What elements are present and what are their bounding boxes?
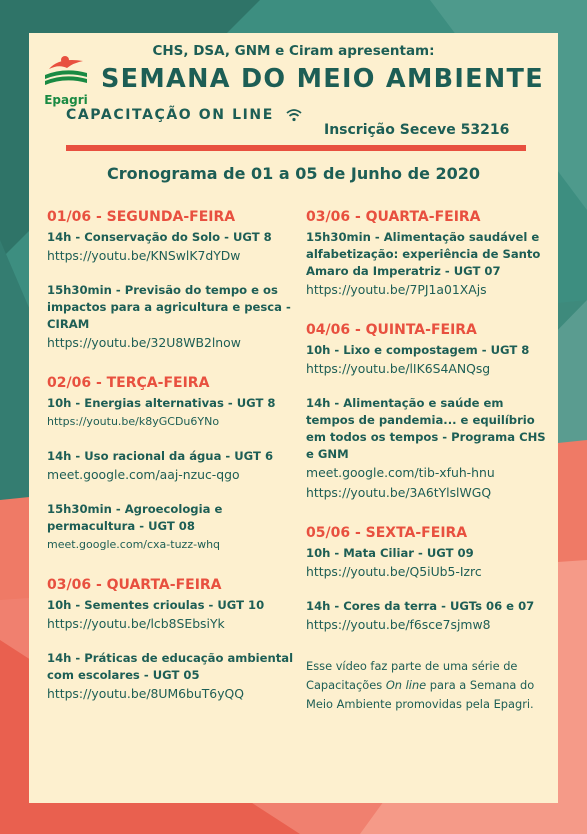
session-title: 14h - Conservação do Solo - UGT 8: [47, 230, 272, 244]
divider-bar: [66, 145, 526, 151]
registration-code: Inscrição Seceve 53216: [324, 122, 510, 138]
schedule-title: Cronograma de 01 a 05 de Junho de 2020: [106, 164, 481, 183]
session-title: 14h - Práticas de educação ambiental com escolares - UGT 05: [47, 651, 294, 682]
session-title: 10h - Energias alternativas - UGT 8: [47, 396, 276, 410]
session-link[interactable]: https://youtu.be/Q5iUb5-Izrc: [306, 564, 482, 579]
page-title: SEMANA DO MEIO AMBIENTE: [101, 64, 544, 94]
session-title: 15h30min - Alimentação saudável e alfabetização: experiência de Santo Amaro da Imperatriz - UGT 07: [306, 230, 541, 278]
day-heading: 03/06 - QUARTA-FEIRA: [47, 577, 222, 593]
schedule-right-column: [306, 209, 551, 714]
session-link[interactable]: https://youtu.be/lcb8SEbsiYk: [47, 616, 225, 631]
session-link[interactable]: https://youtu.be/3A6tYlslWGQ: [306, 485, 492, 500]
schedule-left-column: [47, 209, 302, 704]
day-heading: 01/06 - SEGUNDA-FEIRA: [47, 209, 236, 225]
session-title: 10h - Lixo e compostagem - UGT 8: [306, 343, 530, 357]
session-link[interactable]: meet.google.com/tib-xfuh-hnu: [306, 465, 495, 480]
epagri-logo-icon: [43, 55, 89, 89]
subtitle-text: CAPACITAÇÃO ON LINE: [66, 107, 274, 123]
session-title: 14h - Alimentação e saúde em tempos de pandemia... e equilíbrio em todos os tempos - Programa CHS e GNM: [306, 396, 546, 461]
note-text: Esse vídeo faz parte de uma série de Capacitações: [306, 659, 518, 692]
footer-note: [306, 657, 551, 714]
logo-text: Epagri: [44, 93, 88, 107]
session-link[interactable]: https://youtu.be/f6sce7sjmw8: [306, 617, 491, 632]
day-heading: 02/06 - TERÇA-FEIRA: [47, 375, 210, 391]
day-heading: 05/06 - SEXTA-FEIRA: [306, 525, 468, 541]
day-heading: 03/06 - QUARTA-FEIRA: [306, 209, 481, 225]
epagri-logo: [43, 55, 89, 107]
session-link[interactable]: meet.google.com/cxa-tuzz-whq: [47, 538, 221, 551]
poster-card: [29, 33, 558, 803]
day-heading: 04/06 - QUINTA-FEIRA: [306, 322, 477, 338]
session-link[interactable]: https://youtu.be/KNSwlK7dYDw: [47, 248, 241, 263]
session-title: 15h30min - Previsão do tempo e os impactos para a agricultura e pesca - CIRAM: [47, 283, 291, 331]
session-link[interactable]: https://youtu.be/8UM6buT6yQQ: [47, 686, 245, 701]
note-emphasis: On line: [385, 678, 427, 692]
wifi-icon: [286, 108, 302, 122]
session-link[interactable]: https://youtu.be/k8yGCDu6YNo: [47, 415, 220, 428]
session-title: 15h30min - Agroecologia e permacultura - UGT 08: [47, 502, 223, 533]
note-text: para a Semana do Meio Ambiente promovidas pela Epagri.: [306, 678, 535, 711]
session-link[interactable]: https://youtu.be/32U8WB2lnow: [47, 335, 241, 350]
session-title: 14h - Uso racional da água - UGT 6: [47, 449, 274, 463]
session-link[interactable]: https://youtu.be/lIK6S4ANQsg: [306, 361, 491, 376]
session-title: 10h - Sementes crioulas - UGT 10: [47, 598, 265, 612]
session-title: 14h - Cores da terra - UGTs 06 e 07: [306, 599, 535, 613]
subtitle: [66, 107, 302, 123]
session-link[interactable]: https://youtu.be/7PJ1a01XAjs: [306, 282, 487, 297]
session-title: 10h - Mata Ciliar - UGT 09: [306, 546, 474, 560]
presents-line: CHS, DSA, GNM e Ciram apresentam:: [152, 43, 435, 59]
session-link[interactable]: meet.google.com/aaj-nzuc-qgo: [47, 467, 240, 482]
